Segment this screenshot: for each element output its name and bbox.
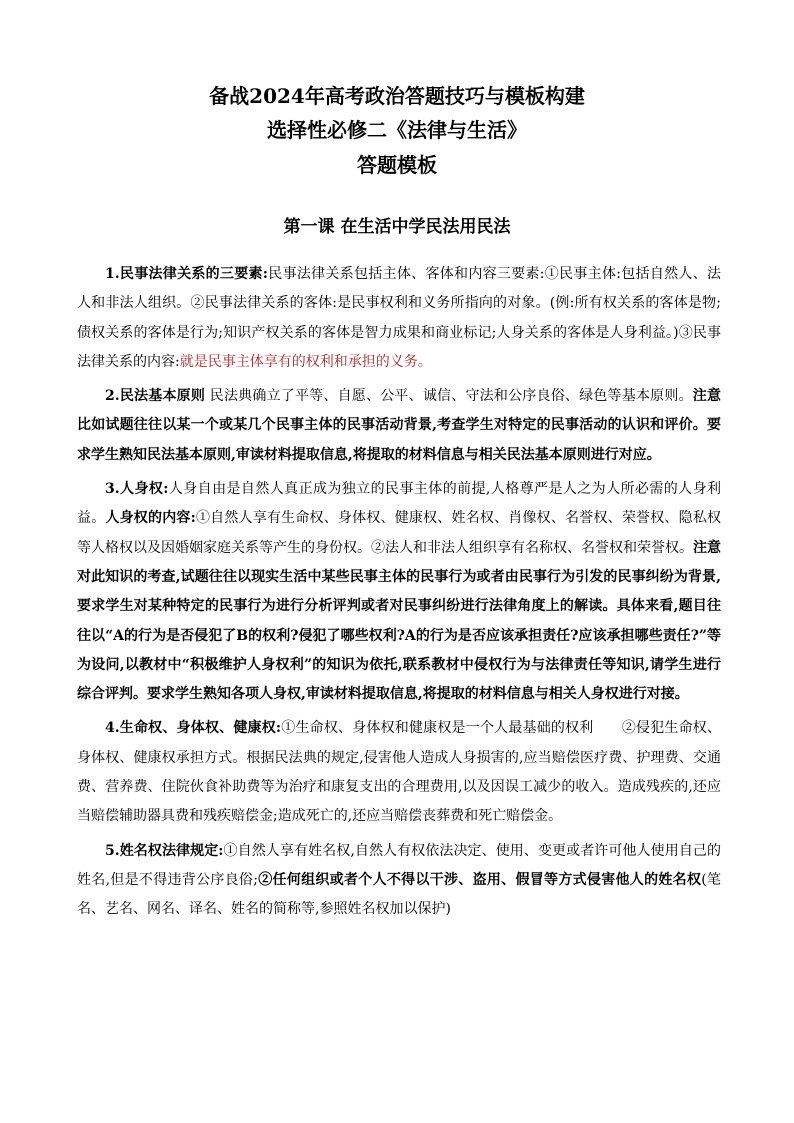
- section-5-text: ①自然人享有姓名权,自然人有权依法决定、使用、变更或者许可他人使用自己的姓名,但是不得违背公序良俗;: [77, 842, 721, 888]
- section-3-heading: 3.人身权:: [105, 481, 169, 498]
- section-3-note: 注意对此知识的考查,试题往往以现实生活中某些民事主体的民事行为或者由民事行为引发的民事纠纷为背景,要求学生对某种特定的民事行为进行分析评判或者对民事纠纷进行法律角度上的解读。具体来看,题目往往以“A的行为是否侵犯了B的权利?侵犯了哪些权利?A的行为是否应该承担责任?应该承担哪些责任?”等为设问,以教材中“积极维护人身权利”的知识为依托,联系教材中侵权行为与法律责任等知识,请学生进行综合评判。要求学生熟知各项人身权,审读材料提取信息,将提取的材料信息与相关人身权进行对接。: [77, 539, 721, 703]
- section-2: [77, 382, 721, 470]
- document-body: [77, 260, 721, 930]
- section-2-text: 民法典确立了平等、自愿、公平、诚信、守法和公序良俗、绿色等基本原则。: [205, 388, 693, 405]
- section-4-text: ①生命权、身体权和健康权是一个人最基础的权利 ②侵犯生命权、身体权、健康权承担方式。根据民法典的规定,侵害他人造成人身损害的,应当赔偿医疗费、护理费、交通费、营养费、住院伙食补助费等为治疗和康复支出的合理费用,以及因误工减少的收入。造成残疾的,还应当赔偿辅助器具费和残疾赔偿金;造成死亡的,还应当赔偿丧葬费和死亡赔偿金。: [77, 720, 721, 825]
- section-2-heading: 2.民法基本原则: [105, 388, 206, 405]
- section-5: [77, 837, 721, 925]
- doc-subtitle: 选择性必修二《法律与生活》: [267, 118, 527, 142]
- doc-subtitle-2: 答题模板: [357, 153, 437, 177]
- section-4-heading: 4.生命权、身体权、健康权:: [105, 720, 282, 737]
- section-1-heading: 1.民事法律关系的三要素:: [105, 266, 268, 282]
- section-1: [77, 260, 721, 377]
- section-3: [77, 475, 721, 709]
- section-1-text: 民事法律关系包括主体、客体和内容三要素:①民事主体:包括自然人、法人和非法人组织。②民事法律关系的客体:是民事权利和义务所指向的对象。(例:所有权关系的客体是物;债权关系的客体是行为;知识产权关系的客体是智力成果和商业标记;人身关系的客体是人身利益。)③民事法律关系的内容:: [77, 266, 721, 370]
- lesson-heading: 第一课 在生活中学民法用民法: [283, 217, 511, 237]
- section-3-text-1: 人身自由是自然人真正成为独立的民事主体的前提,人格尊严是人之为人所必需的人身利益。: [77, 481, 721, 527]
- section-5-tail: (笔名、艺名、网名、译名、姓名的简称等,参照姓名权加以保护): [77, 871, 722, 918]
- doc-title: 备战2024年高考政治答题技巧与模板构建: [209, 84, 585, 108]
- section-5-bold: ②任何组织或者个人不得以干涉、盗用、假冒等方式侵害他人的姓名权: [257, 871, 702, 888]
- section-5-heading: 5.姓名权法律规定:: [105, 842, 224, 859]
- section-1-highlight: 就是民事主体享有的权利和承担的义务。: [179, 353, 432, 370]
- section-3-text-2: ①自然人享有生命权、身体权、健康权、姓名权、肖像权、名誉权、荣誉权、隐私权等人格权以及因婚姻家庭关系等产生的身份权。②法人和非法人组织享有名称权、名誉权和荣誉权。: [77, 510, 722, 556]
- section-4: [77, 714, 721, 831]
- section-2-note: 注意比如试题往往以某一个或某几个民事主体的民事活动背景,考查学生对特定的民事活动的认识和评价。要求学生熟知民法基本原则,审读材料提取信息,将提取的材料信息与相关民法基本原则进行对应。: [77, 388, 722, 463]
- section-3-subheading: 人身权的内容:: [105, 510, 196, 527]
